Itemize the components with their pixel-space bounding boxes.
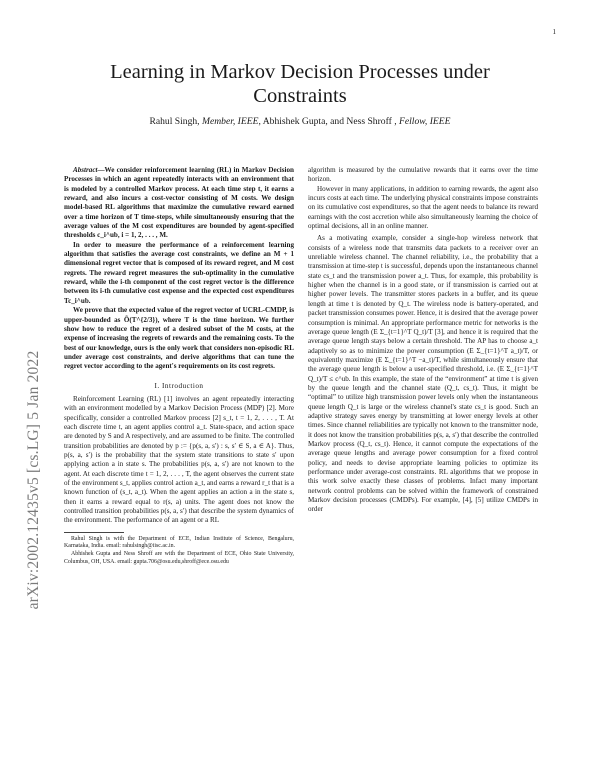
arxiv-identifier-text: arXiv:2002.12435v5 [cs.LG] 5 Jan 2022 [25,350,42,610]
footnote-rule [64,532,124,533]
right-paragraph-3: As a motivating example, consider a single-hop wireless network that consists of a wireless node that transmits data packets to a receiver over an unreliable wireless channel. The channel reliability, i.e., the probability that a transmission at time-step t is successful, depends upon the instantaneous channel state cs_t and the transmission power a_t. Thus, for example, this probability is higher when the channel is in a good state, or if transmission is carried out at higher power levels. The transmitter stores packets in a buffer, and its queue length at time t is denoted by Q_t. The wireless node is battery-operated, and packet transmission consumes power. Hence, it is desired that the average power consumption is minimal. An appropriate performance metric for networks is the average queue length (E Σ_{t=1}^T Q_t)/T [3], and hence it is required that the average queue length stays below a certain threshold. The AP has to choose a_t adaptively so as to minimize the power consumption (E Σ_{t=1}^T a_t)/T, or equivalently maximize (E Σ_{t=1}^T −a_t)/T, while simultaneously ensure that the average queue length is below a user-specified threshold, i.e. (E Σ_{t=1}^T Q_t)/T ≤ c^ub. In this example, the state of the “environment” at time t is given by the queue length and the channel state (Q_t, cs_t). Thus, it might be “optimal” to utilize high transmission power levels only when the instantaneous queue length Q_t is large or the wireless channel's state cs_t is good. Such an adaptive strategy saves energy by transmitting at lower energy levels at other times. Since channel reliabilities are typically not known to the transmitter node, it does not know the transition probabilities p(s, a, s′) that describe the controlled Markov process (Q_t, cs_t). Hence, it cannot compute the expectations of the average queue lengths and average power consumption for a fixed control policy, and needs to devise appropriate learning policies to optimize its performance under average-cost constraints. RL algorithms that we propose in this work solve exactly these classes of problems. Infact many important network control problems can be solved within the framework of constrained Markov decision processes (CMDPs). For example, [4], [5] utilize CMDPs in order [308,234,538,514]
abstract-p1-text: —We consider reinforcement learning (RL) in Markov Decision Processes in which an agent repeatedly interacts with an environment that is modeled by a controlled Markov process. At each time step t, it earns a reward, and also incurs a cost-vector consisting of M costs. We design model-based RL algorithms that maximize the cumulative reward earned over a time horizon of T time-steps, while simultaneously ensuring that the average values of the M cost expenditures are bounded by agent-specified thresholds c_i^ub, i = 1, 2, . . . , M. [64,166,294,240]
abstract-paragraph-2: In order to measure the performance of a reinforcement learning algorithm that satisfies the average cost constraints, we define an M + 1 dimensional regret vector that is composed of its reward regret, and M cost regrets. The reward regret measures the sub-optimality in the cumulative reward, while the i-th component of the cost regret vector is the difference between its i-th cumulative cost expense and the expected cost expenditures Tc_i^ub. [64,240,294,305]
author-line [60,116,540,127]
arxiv-identifier [24,350,44,610]
page-number: 1 [552,28,556,36]
abstract-lead: Abstract [73,166,98,174]
abstract-paragraph-3: We prove that the expected value of the regret vector of UCRL-CMDP, is upper-bounded as Õ(T^{2/3}), where T is the time horizon. We further show how to reduce the regret of a desired subset of the M costs, at the expense of increasing the regrets of rewards and the remaining costs. To the best of our knowledge, ours is the only work that considers non-episodic RL under average cost constraints, and derive algorithms that can tune the regret vector according to the agent's requirements on its cost regrets. [64,306,294,371]
right-paragraph-2: However in many applications, in addition to earning rewards, the agent also incurs costs at each time. The underlying physical constraints impose constraints on its cumulative cost expenditures, so that the agent needs to balance its reward earnings with the cost accretion while also simultaneously learning the choice of optimal decisions, all in an online manner. [308,184,538,231]
author-2-3: , Abhishek Gupta, and Ness Shroff , [258,116,399,127]
author-1: Rahul Singh, [149,116,202,127]
author-3-role: Fellow, IEEE [399,116,451,127]
footnote [64,536,294,566]
paper-title: Learning in Markov Decision Processes under Constraints [110,61,490,107]
section-heading-introduction: I. Introduction [154,381,204,390]
abstract-paragraph-1 [64,166,294,241]
right-column [308,166,538,515]
footnote-2: Abhishek Gupta and Ness Shroff are with the Department of ECE, Ohio State University, Columbus, OH, USA. email: gupta.706@osu.edu,shroff@ece.osu.edu [64,550,294,565]
left-column [64,166,294,566]
intro-paragraph-1: Reinforcement Learning (RL) [1] involves an agent repeatedly interacting with an environment modelled by a Markov Decision Process (MDP) [2]. More specifically, consider a controlled Markov process [2] s_t, t = 1, 2, . . . , T. At each discrete time t, an agent applies control a_t. State-space, and action space are denoted by S and A respectively, and are assumed to be finite. The controlled transition probabilities are denoted by p := {p(s, a, s′) : s, s′ ∈ S, a ∈ A}. Thus, p(s, a, s′) is the probability that the system state transitions to state s′ upon applying action a in state s. The probabilities p(s, a, s′) are not known to the agent. At each discrete time t = 1, 2, . . . , T, the agent observes the current state of the environment s_t, applies control action a_t, and earns a reward r_t that is a known function of (s_t, a_t). When the agent applies an action a in the state s, then it earns a reward equal to r(s, a) units. The agent does not know the controlled transition probabilities p(s, a, s′) that describe the system dynamics of the environment. The performance of an agent or a RL [64,394,294,525]
abstract [64,166,294,372]
author-1-role: Member, IEEE [201,116,259,127]
right-paragraph-1: algorithm is measured by the cumulative rewards that it earns over the time horizon. [308,166,538,184]
footnote-1: Rahul Singh is with the Department of ECE, Indian Institute of Science, Bengaluru, Karnataka, India. email: rahulsingh@iisc.ac.in. [64,535,294,550]
